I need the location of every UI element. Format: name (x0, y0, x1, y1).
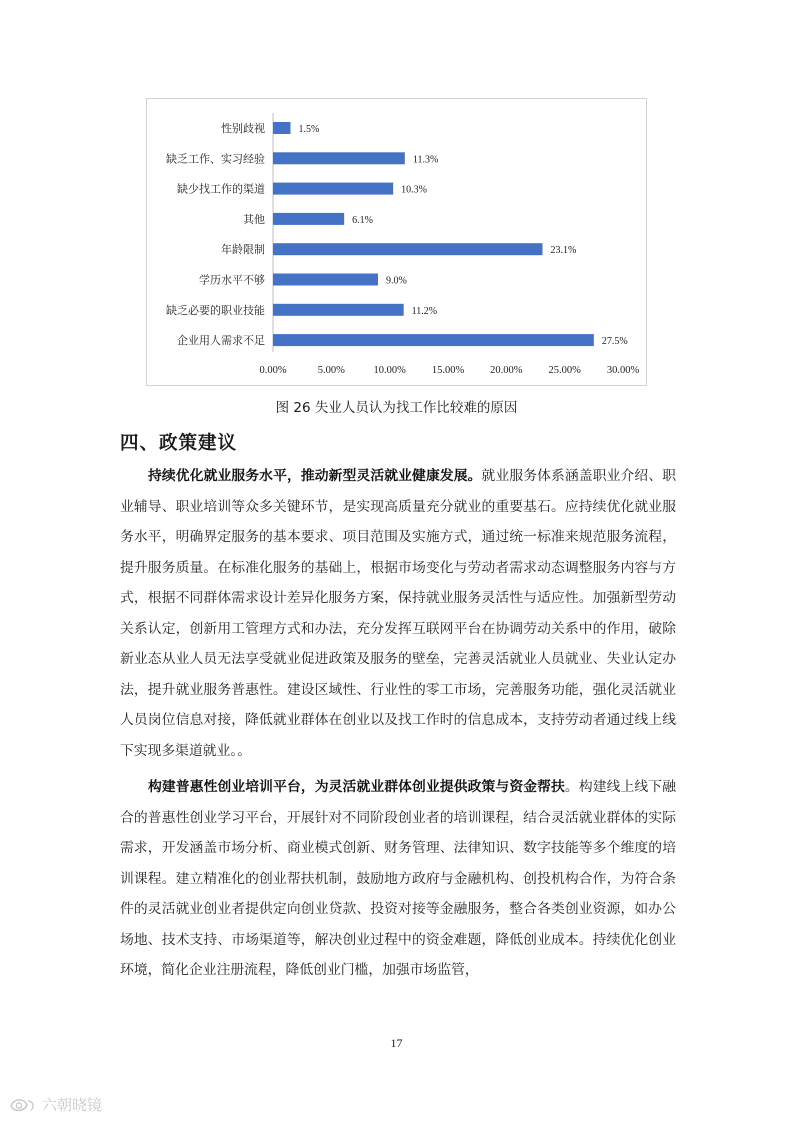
category-label: 缺乏必要的职业技能 (166, 303, 265, 317)
bar (273, 334, 594, 346)
bar-chart (147, 99, 648, 387)
paragraph-1 (120, 461, 676, 766)
paragraph-1-body: 就业服务体系涵盖职业介绍、职业辅导、职业培训等众多关键环节，是实现高质量充分就业的重要基石。应持续优化就业服务水平，明确界定服务的基本要求、项目范围及实施方式，通过统一标准来规范服务流程，提升服务质量。在标准化服务的基础上，根据市场变化与劳动者需求动态调整服务内容与方式，根据不同群体需求设计差异化服务方案，保持就业服务灵活性与适应性。加强新型劳动关系认定，创新用工管理方式和办法，充分发挥互联网平台在协调劳动关系中的作用，破除新业态从业人员无法享受就业促进政策及服务的壁垒，完善灵活就业人员就业、失业认定办法，提升就业服务普惠性。建设区域性、行业性的零工市场，完善服务功能，强化灵活就业人员岗位信息对接，降低就业群体在创业以及找工作时的信息成本，支持劳动者通过线上线下实现多渠道就业。。 (120, 468, 677, 759)
x-tick-label: 30.00% (606, 365, 640, 376)
paragraph-1-lead: 持续优化就业服务水平，推动新型灵活就业健康发展。 (148, 468, 482, 484)
paragraph-2-body: 。构建线上线下融合的普惠性创业学习平台，开展针对不同阶段创业者的培训课程，结合灵活就业群体的实际需求，开发涵盖市场分析、商业模式创新、财务管理、法律知识、数字技能等多个维度的培训课程。建立精准化的创业帮扶机制，鼓励地方政府与金融机构、创投机构合作，为符合条件的灵活就业创业者提供定向创业贷款、投资对接等金融服务，整合各类创业资源，如办公场地、技术支持、市场渠道等，解决创业过程中的资金难题，降低创业成本。持续优化创业环境，简化企业注册流程，降低创业门槛，加强市场监管， (120, 779, 677, 978)
bar (273, 243, 543, 255)
x-tick-label: 15.00% (431, 365, 465, 376)
data-label: 9.0% (386, 275, 407, 287)
chart-frame (146, 98, 647, 386)
category-label: 缺少找工作的渠道 (177, 182, 265, 196)
x-tick-label: 10.00% (373, 365, 406, 376)
data-label: 27.5% (601, 336, 628, 348)
paragraph-2-lead: 构建普惠性创业培训平台，为灵活就业群体创业提供政策与资金帮扶 (148, 779, 565, 795)
category-label: 学历水平不够 (199, 273, 265, 287)
bar (273, 122, 291, 134)
page-number: 17 (390, 1036, 403, 1050)
category-label: 其他 (243, 212, 265, 226)
data-label: 1.5% (298, 124, 320, 135)
data-label: 10.3% (401, 184, 428, 196)
x-tick-label: 20.00% (490, 365, 523, 376)
section-heading: 四、政策建议 (120, 433, 238, 454)
bar (273, 274, 378, 286)
data-label: 11.3% (412, 154, 439, 166)
data-label: 11.2% (411, 305, 438, 317)
bar (273, 152, 405, 164)
category-label: 年龄限制 (221, 243, 265, 257)
data-label: 23.1% (550, 245, 577, 257)
figure-caption: 图 26 失业人员认为找工作比较难的原因 (275, 400, 518, 416)
bar (273, 183, 393, 195)
category-label: 企业用人需求不足 (177, 334, 265, 348)
watermark-text: 六朝晓镜 (42, 1096, 103, 1114)
paragraph-2 (120, 772, 676, 986)
x-tick-label: 0.00% (259, 365, 287, 376)
category-label: 性别歧视 (221, 122, 265, 135)
bar (273, 213, 344, 225)
watermark (8, 1094, 102, 1115)
eye-swirl-logo-icon (8, 1095, 38, 1115)
x-tick-label: 25.00% (548, 365, 581, 376)
data-label: 6.1% (352, 214, 374, 226)
bar (273, 304, 404, 316)
x-tick-label: 5.00% (317, 365, 345, 376)
category-label: 缺乏工作、实习经验 (166, 152, 265, 166)
